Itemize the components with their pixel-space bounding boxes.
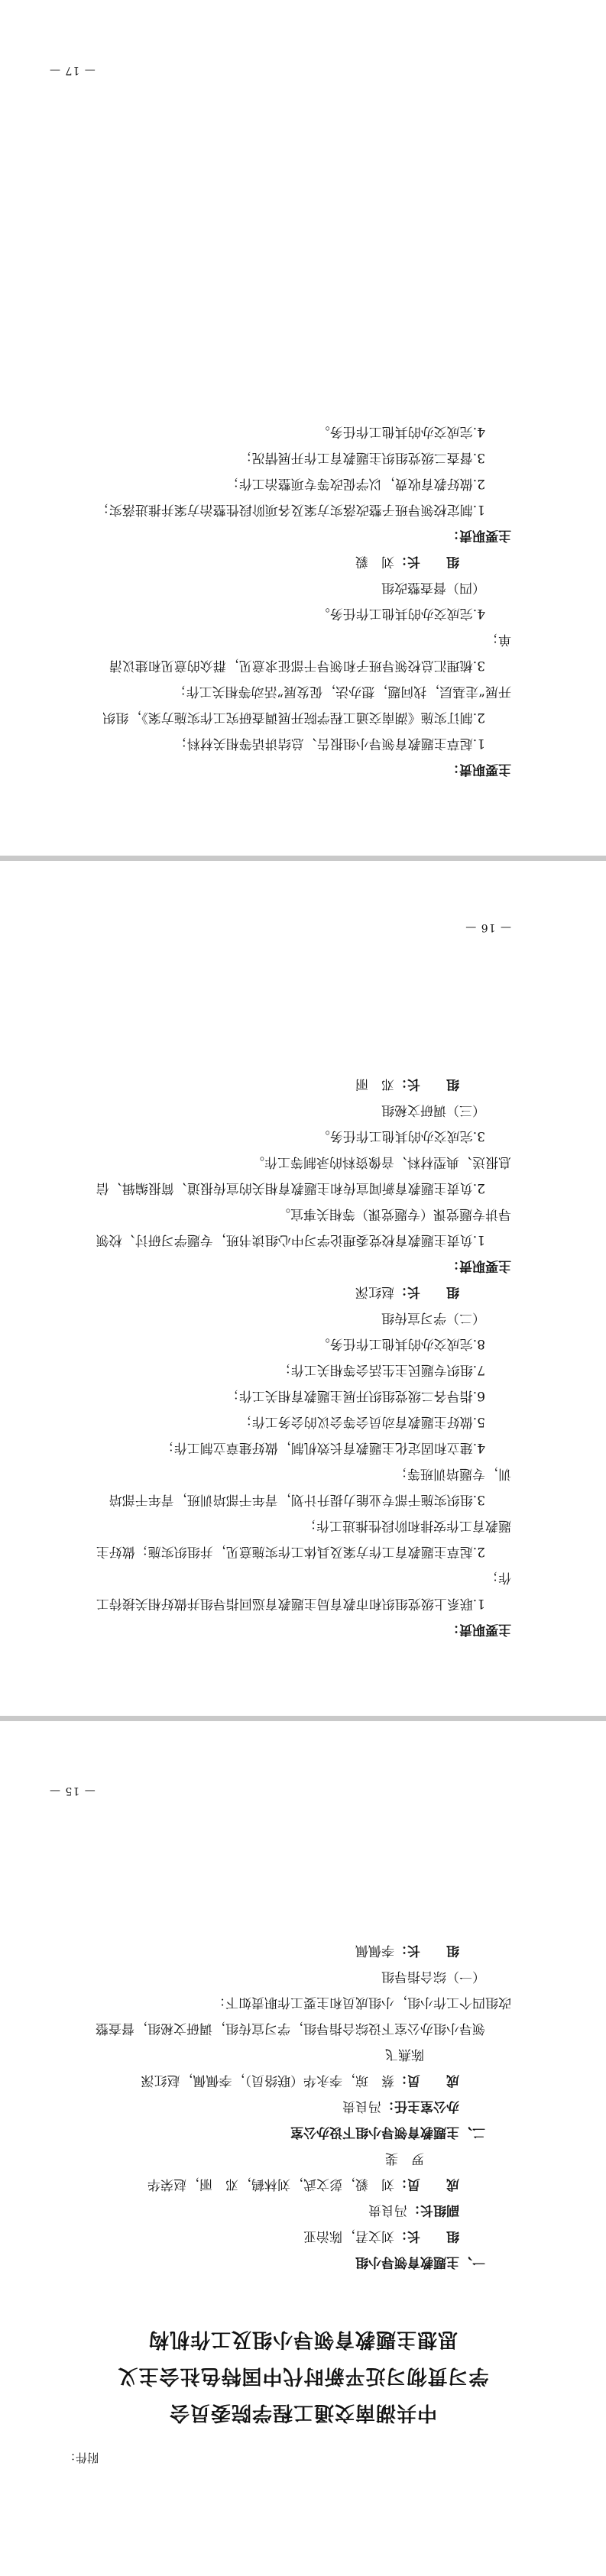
document-page-17 bbox=[0, 0, 606, 856]
group-3-heading: （三）调研文秘组 bbox=[381, 1102, 485, 1118]
document-page-16 bbox=[0, 861, 606, 1716]
sec1-row-leader bbox=[95, 2223, 511, 2249]
duty-item: 4.完成交办的其他工作任务。 bbox=[316, 606, 485, 621]
row-value: 李佩佩 bbox=[355, 1943, 394, 1958]
duty-item: 4.建立和固定化主题教育长效机制，做好建章立制工作； bbox=[160, 1440, 485, 1455]
duty-item: 2.制订实施《湖南交通工程学院开展调查研究工作实施方案》，组织开展“走基层，找问题，想办法，促发展”活动等相关工作； bbox=[102, 684, 511, 725]
group-3-leader bbox=[95, 1071, 511, 1097]
duty-item: 3.组织实施干部专业能力提升计划，青年干部培训班，青年干部培训，专题培训班等； bbox=[109, 1466, 511, 1507]
office-paragraph: 领导小组办公室下设综合指导组，学习宣传组，调研文秘组，督查整改组四个工作小组，小组成员和主要工作职责如下： bbox=[96, 1995, 511, 2036]
group-2-heading: （二）学习宣传组 bbox=[381, 1310, 485, 1325]
duty-item: 8.完成交办的其他工作任务。 bbox=[316, 1336, 485, 1351]
duty-item: 1.负责主题教育校党委理论学习中心组读书班，专题学习研讨、校领导讲专题党课（专题党课）等相关事宜。 bbox=[96, 1206, 511, 1248]
duty-item: 4.完成交办的其他工作任务。 bbox=[316, 424, 485, 439]
title-line-2: 学习贯彻习近平新时代中国特色社会主义 bbox=[117, 2364, 489, 2387]
duty-item: 5.做好主题教育动员会等会议的会务工作； bbox=[238, 1414, 485, 1429]
section-2-heading: 二、主题教育领导小组下设办公室 bbox=[290, 2125, 485, 2140]
sec1-row-deputy bbox=[95, 2197, 511, 2223]
section-1-heading: 一、主题教育领导小组 bbox=[355, 2254, 485, 2270]
group-4-heading: （四）督查整改组 bbox=[381, 580, 485, 595]
group-2-leader bbox=[95, 1279, 511, 1305]
row-value: 冯良贵 bbox=[368, 2202, 407, 2218]
sec2-row-director bbox=[95, 2093, 511, 2119]
duty-item: 1.制定校领导班子整改落实方案及各项阶段性整治方案并推进落实； bbox=[96, 502, 485, 517]
row-value: 刘 毅 bbox=[355, 554, 394, 569]
row-value: 刘 毅，彭文武，刘林鹤，邓 丽，赵荣华 bbox=[147, 2176, 394, 2192]
row-label: 成 员： bbox=[394, 2176, 459, 2192]
duty-item: 2.做好教育收费，以学促改等专项整治工作； bbox=[225, 476, 485, 491]
title-line-3: 思想主题教育领导小组及工作机构 bbox=[148, 2328, 459, 2351]
group-1-heading: （一）综合指导组 bbox=[381, 1969, 485, 1984]
row-label: 副组长： bbox=[407, 2202, 459, 2218]
sec1-members-continued: 罗 斐 bbox=[385, 2150, 424, 2166]
row-label: 组 长： bbox=[394, 554, 459, 569]
row-value: 蔡 琼，李永华（联络员），李佩佩，赵红深 bbox=[141, 2073, 394, 2088]
page-number: — 17 — bbox=[49, 64, 96, 76]
sec1-row-members bbox=[95, 2171, 511, 2197]
page-number: — 16 — bbox=[465, 921, 511, 934]
row-value: 刘文君，陈治亚 bbox=[303, 2228, 394, 2244]
duty-item: 2.负责主题教育新闻宣传和主题教育相关的宣传报道、简报编辑、信息报送、典型材料、音像资料的录制等工作。 bbox=[96, 1154, 511, 1196]
duty-item: 7.组织专题民主生活会等相关工作； bbox=[277, 1362, 485, 1377]
row-value: 赵红深 bbox=[355, 1284, 394, 1299]
sec2-row-members bbox=[95, 2067, 511, 2093]
duty-item: 3.督查二级党组织主题教育工作开展情况； bbox=[238, 450, 485, 465]
duty-item: 3.完成交办的其他工作任务。 bbox=[316, 1128, 485, 1144]
sec2-members-continued: 陈燕飞 bbox=[385, 2047, 424, 2062]
duty-heading: 主要职责： bbox=[446, 762, 511, 777]
duty-item: 1.起草主题教育领导小组报告、总结讲话等相关材料； bbox=[173, 736, 485, 751]
row-label: 组 长： bbox=[394, 1284, 459, 1299]
row-label: 组 长： bbox=[394, 1943, 459, 1958]
duty-item: 2.起草主题教育工作方案及具体工作实施意见，并组织实施；做好主题教育工作安排和阶段性推进工作； bbox=[96, 1518, 511, 1559]
group-1-leader bbox=[95, 1937, 511, 1963]
duty-item: 3.梳理汇总校领导班子和领导干部征求意见，群众的意见和建议清单； bbox=[109, 632, 511, 673]
duty-item: 1.联系上级党组织和市教育局主题教育巡回指导组并做好相关接待工作； bbox=[96, 1570, 511, 1611]
row-value: 冯良贵 bbox=[342, 2099, 381, 2114]
row-label: 办公室主任： bbox=[381, 2099, 459, 2114]
duty-heading: 主要职责： bbox=[446, 528, 511, 543]
group-4-leader bbox=[95, 549, 511, 574]
document-page-15 bbox=[0, 1721, 606, 2576]
attachment-label: 附件： bbox=[64, 2451, 99, 2464]
row-value: 邓 丽 bbox=[355, 1076, 394, 1092]
page-number: — 15 — bbox=[49, 1785, 96, 1797]
duty-heading: 主要职责： bbox=[446, 1622, 511, 1637]
duty-heading: 主要职责： bbox=[446, 1258, 511, 1273]
row-label: 成 员： bbox=[394, 2073, 459, 2088]
row-label: 组 长： bbox=[394, 2228, 459, 2244]
duty-item: 6.指导各二级党组织开展主题教育相关工作； bbox=[225, 1388, 485, 1403]
title-line-1: 中共湖南交通工程学院委员会 bbox=[169, 2401, 438, 2424]
row-label: 组 长： bbox=[394, 1076, 459, 1092]
